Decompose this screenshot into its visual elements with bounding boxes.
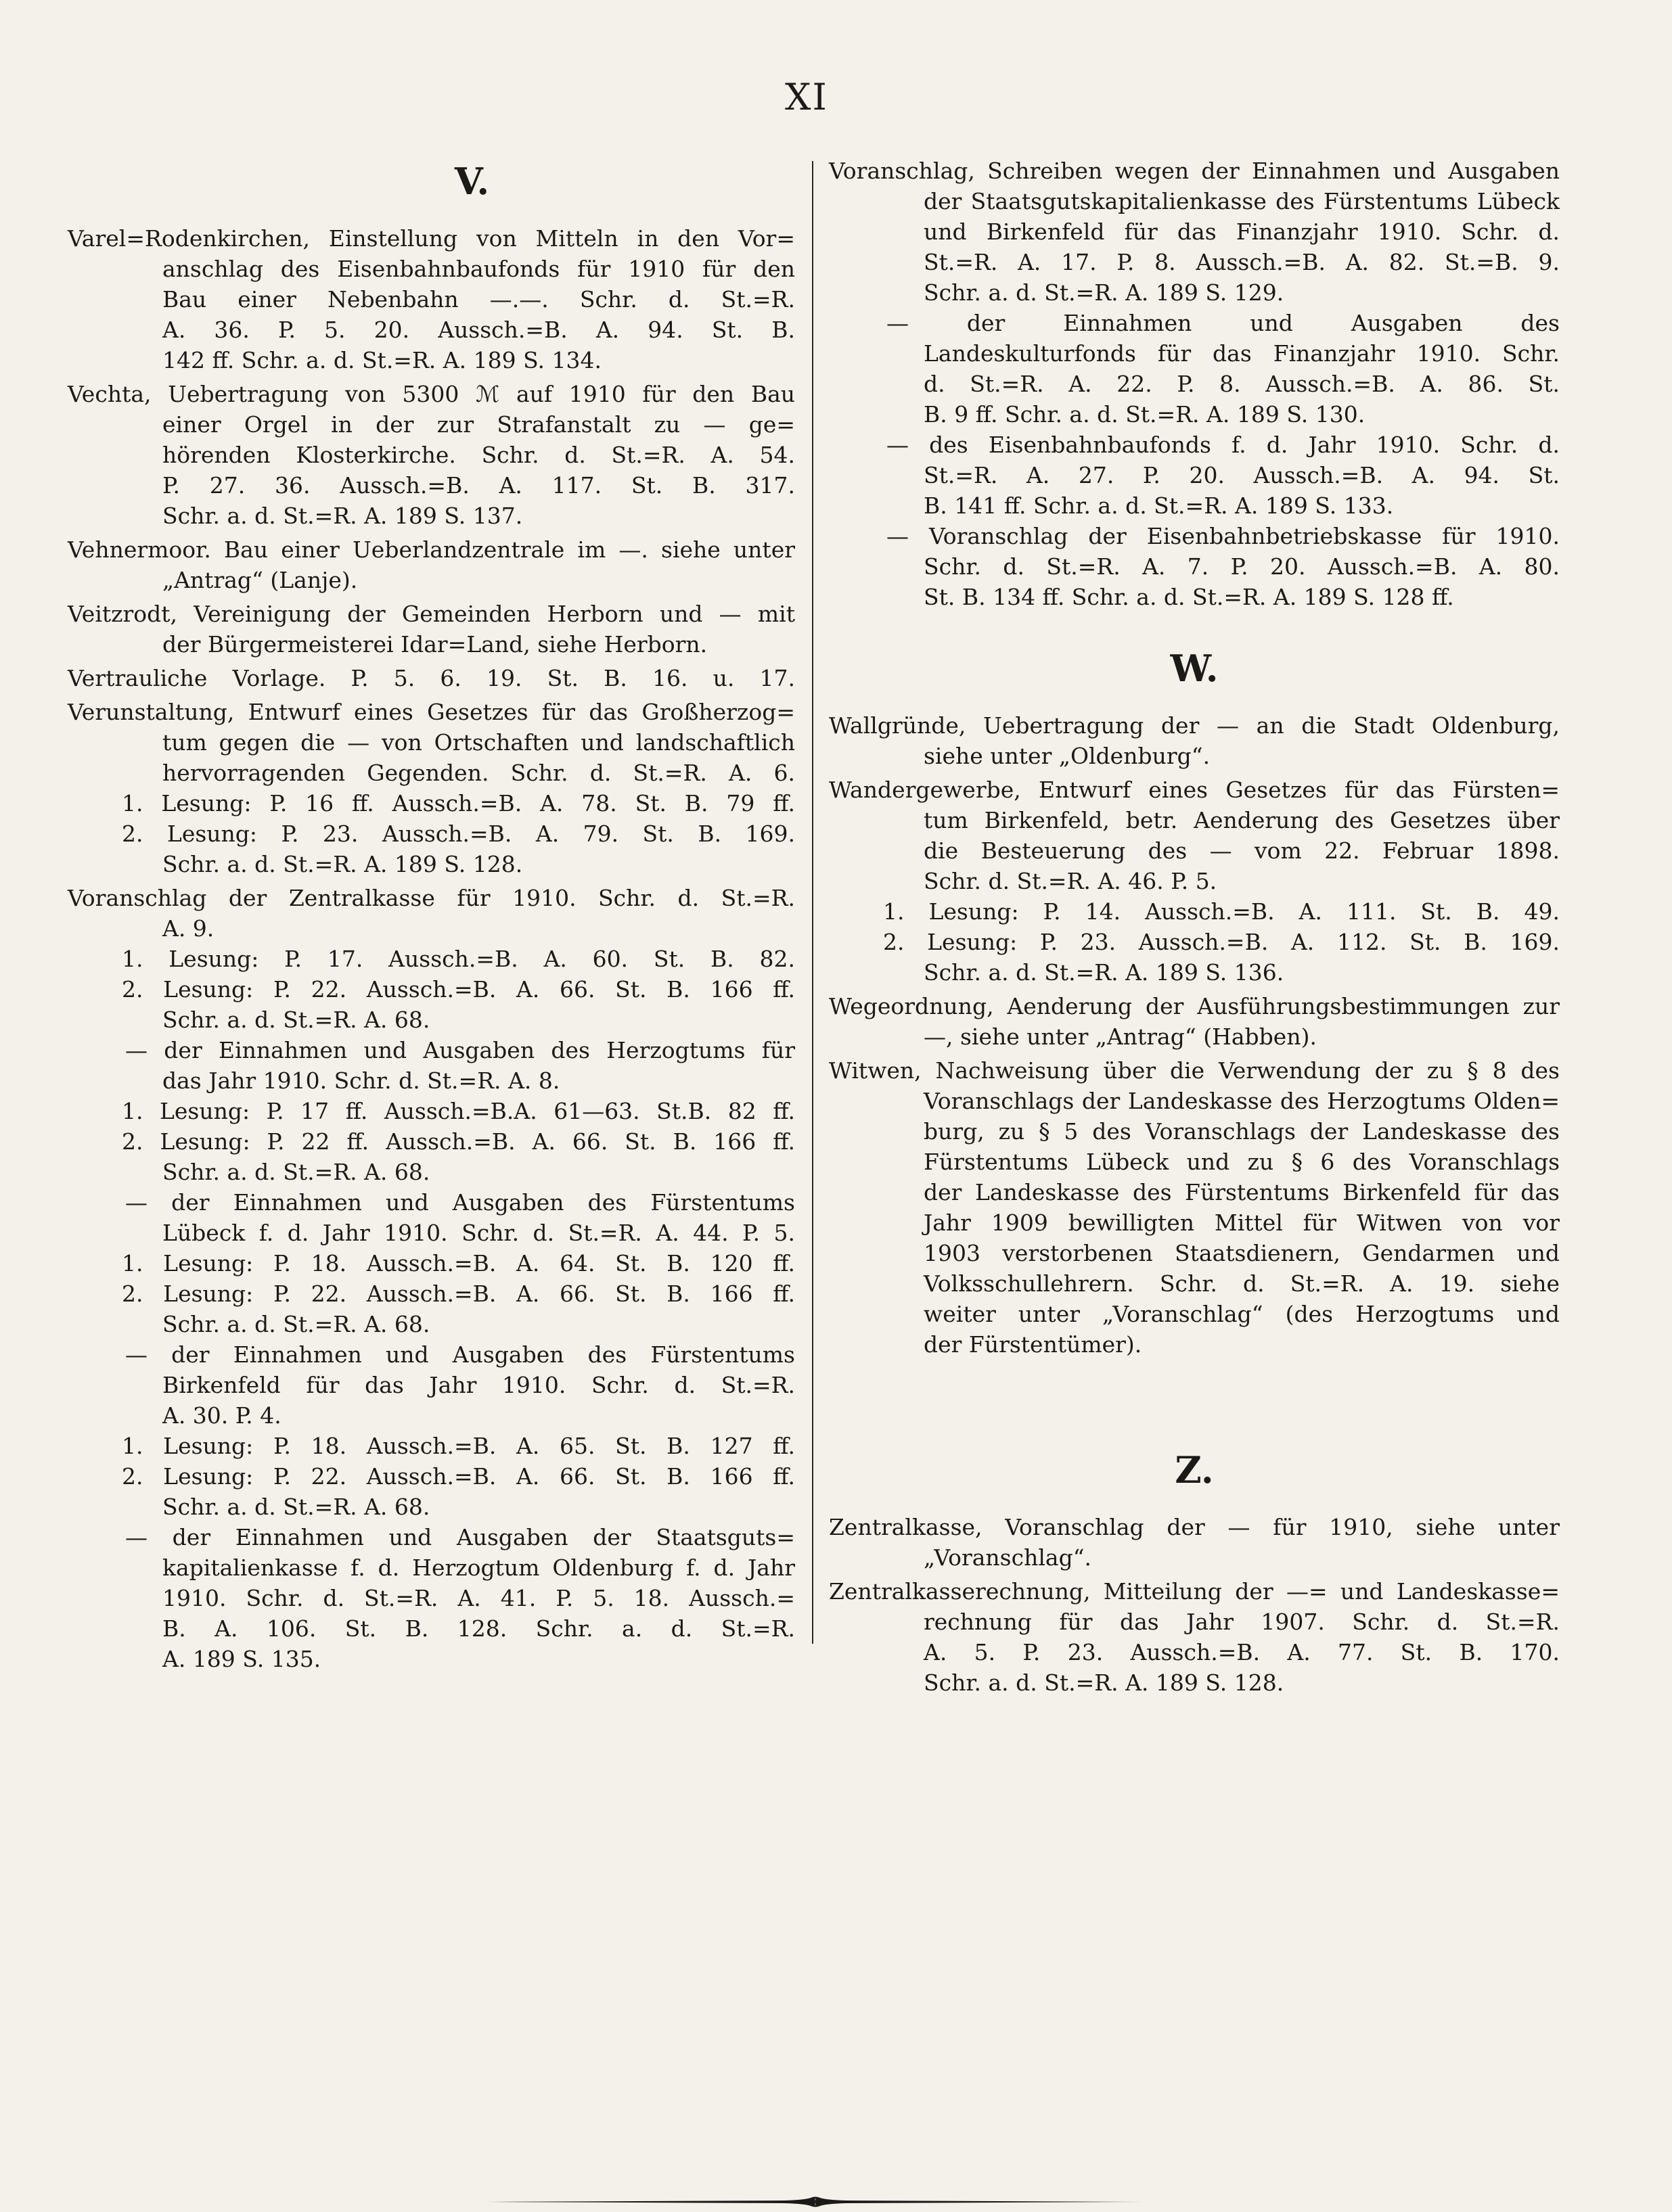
entry-line: Schr. a. d. St.=R. A. 68.	[162, 1159, 430, 1185]
entry-line: burg, zu § 5 des Voranschlags der Landeskasse des	[924, 1118, 1560, 1145]
entry-line: Schr. a. d. St.=R. A. 189 S. 136.	[924, 959, 1284, 986]
index-entry	[829, 156, 1560, 612]
entry-line: der Bürgermeisterei Idar=Land, siehe Herborn.	[162, 631, 708, 658]
entry-line: 2. Lesung: P. 22 ff. Aussch.=B. A. 66. St. B. 166 ff.	[122, 1128, 795, 1155]
entry-line: —, siehe unter „Antrag“ (Habben).	[924, 1023, 1317, 1050]
section-heading: W.	[1170, 647, 1219, 690]
right-sections	[829, 156, 1560, 1698]
entry-line: Lübeck f. d. Jahr 1910. Schr. d. St.=R. A. 44. P. 5.	[162, 1220, 795, 1246]
entry-line: — der Einnahmen und Ausgaben des Herzogtums für	[125, 1037, 795, 1063]
entry-line: 2. Lesung: P. 23. Aussch.=B. A. 112. St. B. 169.	[883, 929, 1560, 955]
entry-line: Fürstentums Lübeck und zu § 6 des Voranschlags	[924, 1149, 1560, 1175]
section-entries	[829, 156, 1560, 612]
entry-line: 1. Lesung: P. 17 ff. Aussch.=B.A. 61—63. St.B. 82 ff.	[122, 1098, 795, 1124]
entry-line: Veitzrodt, Vereinigung der Gemeinden Herborn und — mit	[68, 601, 795, 627]
entry-line: 2. Lesung: P. 22. Aussch.=B. A. 66. St. B. 166 ff.	[122, 976, 795, 1003]
index-entry	[68, 223, 795, 375]
entry-line: B. A. 106. St. B. 128. Schr. a. d. St.=R.	[162, 1615, 795, 1642]
entry-line: 2. Lesung: P. 22. Aussch.=B. A. 66. St. B. 166 ff.	[122, 1463, 795, 1490]
section-heading: Z.	[1175, 1448, 1214, 1492]
entry-line: A. 36. P. 5. 20. Aussch.=B. A. 94. St. B.	[162, 317, 795, 343]
column-divider	[812, 161, 813, 1644]
entry-line: A. 9.	[162, 915, 214, 942]
entry-line: Schr. a. d. St.=R. A. 68.	[162, 1007, 430, 1033]
entry-line: St.=R. A. 27. P. 20. Aussch.=B. A. 94. St.	[924, 462, 1560, 488]
entry-line: Witwen, Nachweisung über die Verwendung der zu § 8 des	[829, 1057, 1560, 1084]
entry-line: Bau einer Nebenbahn —.—. Schr. d. St.=R.	[162, 286, 795, 313]
entry-line: der Fürstentümer).	[924, 1331, 1142, 1358]
entry-line: Volksschullehrern. Schr. d. St.=R. A. 19. siehe	[924, 1270, 1560, 1297]
index-entry	[829, 710, 1560, 771]
entry-line: einer Orgel in der zur Strafanstalt zu — ge=	[162, 411, 795, 438]
entry-line: Vertrauliche Vorlage. P. 5. 6. 19. St. B. 16. u. 17.	[68, 665, 795, 691]
entry-line: Schr. a. d. St.=R. A. 189 S. 128.	[924, 1669, 1284, 1696]
entry-line: Schr. d. St.=R. A. 46. P. 5.	[924, 868, 1217, 894]
entry-line: Jahr 1909 bewilligten Mittel für Witwen von vor	[924, 1209, 1560, 1236]
left-column	[68, 156, 795, 1678]
entry-line: die Besteuerung des — vom 22. Februar 1898.	[924, 837, 1560, 864]
index-entry	[829, 991, 1560, 1052]
entry-line: Verunstaltung, Entwurf eines Gesetzes für das Großherzog=	[68, 699, 795, 725]
entry-line: Schr. d. St.=R. A. 7. P. 20. Aussch.=B. A. 80.	[924, 553, 1560, 580]
entry-line: — der Einnahmen und Ausgaben des Fürstentums	[125, 1341, 795, 1368]
entry-line: A. 30. P. 4.	[162, 1402, 281, 1429]
section-heading-v: V.	[454, 160, 490, 203]
entry-line: 1. Lesung: P. 17. Aussch.=B. A. 60. St. B. 82.	[122, 946, 795, 972]
entry-line: der Staatsgutskapitalienkasse des Fürstentums Lübeck	[924, 188, 1560, 214]
entry-line: 1. Lesung: P. 18. Aussch.=B. A. 64. St. B. 120 ff.	[122, 1250, 795, 1276]
index-entry	[68, 534, 795, 595]
index-entry	[829, 1055, 1560, 1360]
entry-line: Vehnermoor. Bau einer Ueberlandzentrale im —. siehe unter	[68, 536, 795, 563]
entry-line: B. 141 ff. Schr. a. d. St.=R. A. 189 S. 133.	[924, 492, 1394, 519]
section-entries	[829, 1512, 1560, 1698]
entry-line: 2. Lesung: P. 23. Aussch.=B. A. 79. St. B. 169.	[122, 821, 795, 847]
entry-line: A. 189 S. 135.	[162, 1646, 321, 1672]
index-entry	[829, 775, 1560, 988]
index-entry	[829, 1576, 1560, 1698]
entry-line: Varel=Rodenkirchen, Einstellung von Mitteln in den Vor=	[68, 225, 795, 252]
entry-line: Schr. a. d. St.=R. A. 189 S. 129.	[924, 279, 1284, 306]
entry-line: 2. Lesung: P. 22. Aussch.=B. A. 66. St. B. 166 ff.	[122, 1281, 795, 1307]
entry-line: und Birkenfeld für das Finanzjahr 1910. Schr. d.	[924, 218, 1560, 245]
index-entry	[68, 599, 795, 660]
entry-line: kapitalienkasse f. d. Herzogtum Oldenburg f. d. Jahr	[162, 1554, 795, 1581]
entry-line: Zentralkasserechnung, Mitteilung der —= und Landeskasse=	[829, 1578, 1560, 1605]
index-entry	[68, 663, 795, 693]
entry-line: d. St.=R. A. 22. P. 8. Aussch.=B. A. 86. St.	[924, 371, 1560, 397]
entry-line: das Jahr 1910. Schr. d. St.=R. A. 8.	[162, 1067, 560, 1094]
section-entries	[829, 710, 1560, 1360]
entry-line: Zentralkasse, Voranschlag der — für 1910, siehe unter	[829, 1514, 1560, 1540]
entry-line: der Landeskasse des Fürstentums Birkenfeld für das	[924, 1179, 1560, 1205]
entry-line: Wegeordnung, Aenderung der Ausführungsbestimmungen zur	[829, 993, 1560, 1019]
entry-line: — des Eisenbahnbaufonds f. d. Jahr 1910. Schr. d.	[886, 432, 1560, 458]
right-column	[829, 156, 1560, 1701]
index-entry	[829, 1512, 1560, 1573]
entry-line: Voranschlag der Zentralkasse für 1910. Schr. d. St.=R.	[68, 885, 795, 911]
entry-line: tum gegen die — von Ortschaften und landschaftlich	[162, 729, 795, 756]
entry-line: 1903 verstorbenen Staatsdienern, Gendarmen und	[924, 1240, 1560, 1266]
entry-line: Landeskulturfonds für das Finanzjahr 1910. Schr.	[924, 340, 1560, 367]
entry-line: 1910. Schr. d. St.=R. A. 41. P. 5. 18. Aussch.=	[162, 1585, 795, 1611]
entry-line: 1. Lesung: P. 14. Aussch.=B. A. 111. St. B. 49.	[883, 898, 1560, 925]
entry-line: Schr. a. d. St.=R. A. 189 S. 137.	[162, 503, 523, 529]
entry-line: — der Einnahmen und Ausgaben des Fürstentums	[125, 1189, 795, 1216]
entry-line: Schr. a. d. St.=R. A. 189 S. 128.	[162, 851, 523, 877]
entry-line: Voranschlags der Landeskasse des Herzogtums Olden=	[924, 1088, 1560, 1114]
entry-line: „Voranschlag“.	[924, 1544, 1092, 1571]
entry-line: Birkenfeld für das Jahr 1910. Schr. d. St.=R.	[162, 1372, 795, 1398]
entry-line: weiter unter „Voranschlag“ (des Herzogtums und	[924, 1301, 1560, 1327]
entry-line: St.=R. A. 17. P. 8. Aussch.=B. A. 82. St.=B. 9.	[924, 249, 1560, 275]
entry-line: Wandergewerbe, Entwurf eines Gesetzes für das Fürsten=	[829, 777, 1560, 803]
index-entry	[68, 697, 795, 879]
entry-line: Schr. a. d. St.=R. A. 68.	[162, 1311, 430, 1337]
ornament-divider	[487, 2192, 1144, 2212]
entry-line: Schr. a. d. St.=R. A. 68.	[162, 1494, 430, 1520]
entry-line: — der Einnahmen und Ausgaben der Staatsguts=	[125, 1524, 795, 1550]
entry-line: P. 27. 36. Aussch.=B. A. 117. St. B. 317.	[162, 472, 795, 499]
entry-line: 142 ff. Schr. a. d. St.=R. A. 189 S. 134.	[162, 347, 602, 373]
index-entry	[68, 379, 795, 531]
left-entries	[68, 223, 795, 1674]
entry-line: Wallgründe, Uebertragung der — an die Stadt Oldenburg,	[829, 712, 1560, 739]
entry-line: „Antrag“ (Lanje).	[162, 567, 358, 593]
entry-line: Vechta, Uebertragung von 5300 ℳ auf 1910 für den Bau	[68, 381, 795, 407]
entry-line: St. B. 134 ff. Schr. a. d. St.=R. A. 189 S. 128 ff.	[924, 584, 1454, 610]
index-entry	[68, 883, 795, 1674]
entry-line: siehe unter „Oldenburg“.	[924, 743, 1211, 769]
entry-line: B. 9 ff. Schr. a. d. St.=R. A. 189 S. 130.	[924, 401, 1365, 428]
page-number: XI	[785, 76, 828, 118]
entry-line: hervorragenden Gegenden. Schr. d. St.=R. A. 6.	[162, 760, 795, 786]
entry-line: Voranschlag, Schreiben wegen der Einnahmen und Ausgaben	[829, 158, 1560, 184]
entry-line: — Voranschlag der Eisenbahnbetriebskasse für 1910.	[886, 523, 1560, 549]
entry-line: rechnung für das Jahr 1907. Schr. d. St.=R.	[924, 1609, 1560, 1635]
entry-line: 1. Lesung: P. 18. Aussch.=B. A. 65. St. B. 127 ff.	[122, 1433, 795, 1459]
entry-line: anschlag des Eisenbahnbaufonds für 1910 für den	[162, 256, 795, 282]
entry-line: hörenden Klosterkirche. Schr. d. St.=R. A. 54.	[162, 442, 795, 468]
entry-line: 1. Lesung: P. 16 ff. Aussch.=B. A. 78. St. B. 79 ff.	[122, 790, 795, 816]
entry-line: A. 5. P. 23. Aussch.=B. A. 77. St. B. 170.	[924, 1639, 1560, 1665]
entry-line: tum Birkenfeld, betr. Aenderung des Gesetzes über	[924, 807, 1560, 833]
entry-line: — der Einnahmen und Ausgaben des	[886, 310, 1560, 336]
